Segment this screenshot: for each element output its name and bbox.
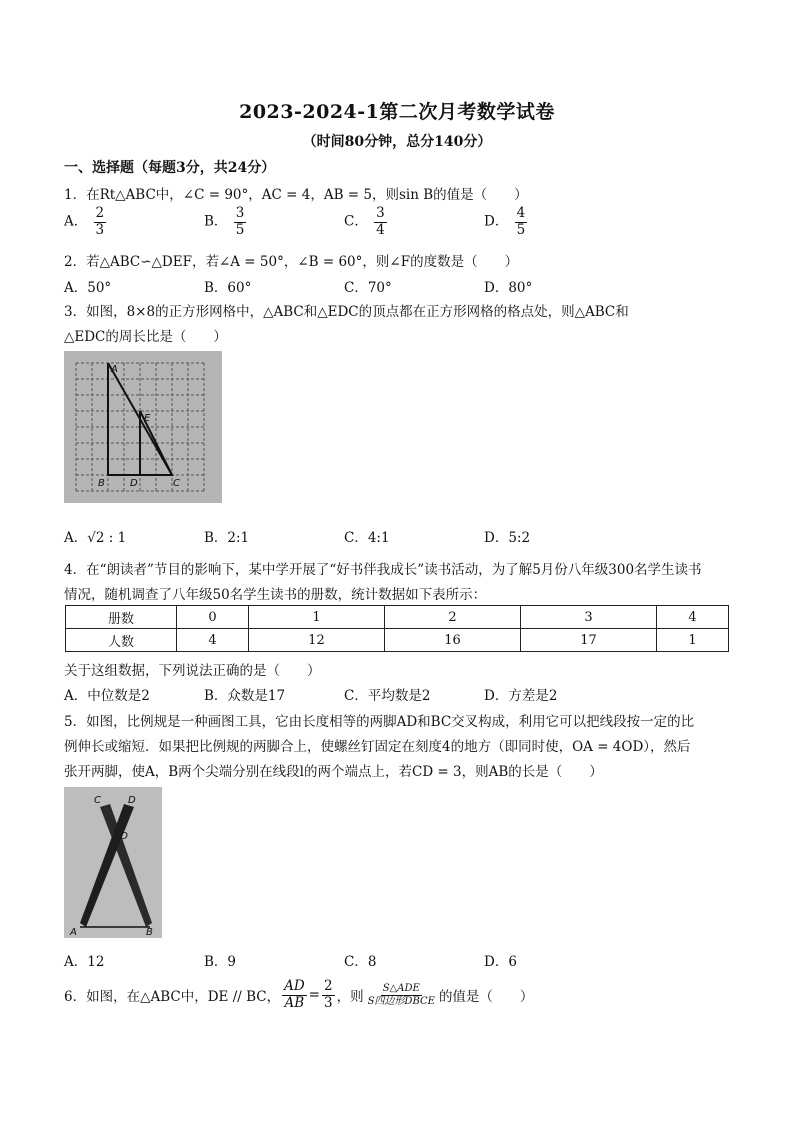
q5-compass-figure bbox=[64, 787, 162, 938]
denominator: AB bbox=[284, 994, 305, 1011]
q3-option-b[interactable]: B．2:1 bbox=[204, 530, 250, 546]
table-cell: 3 bbox=[521, 606, 657, 629]
q1-option-d[interactable] bbox=[484, 206, 529, 238]
fraction bbox=[515, 206, 528, 238]
fraction-ad-ab bbox=[282, 979, 307, 1011]
numerator: 2 bbox=[95, 205, 105, 221]
q6-stem bbox=[64, 979, 533, 1011]
label-d: D bbox=[128, 795, 136, 806]
denominator: S四边形DBCE bbox=[367, 995, 435, 1007]
q1-option-a[interactable] bbox=[64, 206, 108, 238]
q5-stem-line3: 张开两脚，使A，B两个尖端分别在线段l的两个端点上，若CD = 3，则AB的长是（ ） bbox=[64, 764, 603, 780]
q6-suffix: 的值是（ ） bbox=[438, 989, 534, 1006]
q4-option-a[interactable]: A．中位数是2 bbox=[64, 688, 150, 704]
row-header: 册数 bbox=[66, 606, 177, 629]
q4-data-table bbox=[65, 605, 729, 652]
exam-title: 2023-2024-1第二次月考数学试卷 bbox=[239, 101, 555, 123]
fraction bbox=[374, 206, 387, 238]
q3-grid-figure bbox=[64, 351, 222, 503]
q3-option-d[interactable]: D．5:2 bbox=[484, 530, 531, 546]
table-cell: 0 bbox=[177, 606, 249, 629]
q3-option-c[interactable]: C．4:1 bbox=[344, 530, 390, 546]
q5-option-d[interactable]: D．6 bbox=[484, 954, 517, 970]
table-row bbox=[66, 606, 729, 629]
q3-stem-line1: 3．如图，8×8的正方形网格中，△ABC和△EDC的顶点都在正方形网格的格点处，则△ABC和 bbox=[64, 304, 629, 320]
table-cell: 4 bbox=[657, 606, 729, 629]
option-letter: C． bbox=[344, 213, 368, 230]
section-heading: 一、选择题（每题3分，共24分） bbox=[64, 160, 276, 176]
numerator: 3 bbox=[376, 205, 385, 221]
denominator: 5 bbox=[516, 221, 526, 238]
fraction bbox=[94, 206, 107, 238]
q3-option-a[interactable]: A．√2 : 1 bbox=[64, 530, 127, 546]
q4-question: 关于这组数据，下列说法正确的是（ ） bbox=[64, 663, 321, 679]
denominator: 4 bbox=[376, 221, 385, 238]
label-c: C bbox=[94, 795, 101, 806]
table-cell: 1 bbox=[248, 606, 384, 629]
q1-option-c[interactable] bbox=[344, 206, 389, 238]
row-header: 人数 bbox=[66, 629, 177, 652]
option-letter: A． bbox=[64, 213, 88, 230]
equals-sign: = bbox=[308, 987, 320, 1004]
q1-stem: 1．在Rt△ABC中，∠C = 90°，AC = 4，AB = 5，则sin B的值是（ ） bbox=[64, 187, 528, 203]
option-letter: B． bbox=[204, 213, 228, 230]
label-o: O bbox=[120, 831, 128, 842]
q5-stem-line1: 5．如图，比例规是一种画图工具，它由长度相等的两脚AD和BC交叉构成，利用它可以把线段按一定的比 bbox=[64, 714, 695, 730]
q1-option-b[interactable] bbox=[204, 206, 248, 238]
q6-prefix: 6．如图，在△ABC中，DE // BC， bbox=[64, 989, 281, 1006]
q5-option-a[interactable]: A．12 bbox=[64, 954, 105, 970]
q5-option-b[interactable]: B．9 bbox=[204, 954, 237, 970]
label-a: A bbox=[111, 364, 118, 375]
table-cell: 4 bbox=[177, 629, 249, 652]
q2-option-b[interactable]: B．60° bbox=[204, 280, 252, 296]
denominator: 3 bbox=[323, 994, 333, 1011]
q2-stem: 2．若△ABC∽△DEF，若∠A = 50°，∠B = 60°，则∠F的度数是（ ） bbox=[64, 254, 519, 270]
fraction-two-thirds bbox=[322, 979, 335, 1011]
label-b: B bbox=[146, 927, 153, 938]
table-row bbox=[66, 629, 729, 652]
q2-option-c[interactable]: C．70° bbox=[344, 280, 392, 296]
q5-option-c[interactable]: C．8 bbox=[344, 954, 377, 970]
table-cell: 12 bbox=[248, 629, 384, 652]
q4-stem-line1: 4．在“朗读者”节目的影响下，某中学开展了“好书伴我成长”读书活动，为了解5月份八年级300名学生读书 bbox=[64, 562, 702, 578]
q4-option-d[interactable]: D．方差是2 bbox=[484, 688, 558, 704]
q2-option-a[interactable]: A．50° bbox=[64, 280, 112, 296]
option-letter: D． bbox=[484, 213, 509, 230]
table-cell: 17 bbox=[521, 629, 657, 652]
label-c: C bbox=[173, 478, 180, 489]
label-e: E bbox=[144, 413, 151, 424]
numerator: 3 bbox=[235, 205, 245, 221]
numerator: S△ADE bbox=[382, 983, 420, 995]
denominator: 3 bbox=[95, 221, 105, 238]
label-d: D bbox=[130, 478, 138, 489]
numerator: AD bbox=[284, 978, 305, 994]
fraction-area-ratio bbox=[366, 983, 437, 1007]
numerator: 2 bbox=[323, 978, 333, 994]
table-cell: 2 bbox=[384, 606, 520, 629]
exam-subtitle: （时间80分钟，总分140分） bbox=[302, 134, 492, 150]
fraction bbox=[234, 206, 247, 238]
label-a: A bbox=[70, 927, 77, 938]
q5-stem-line2: 例伸长或缩短．如果把比例规的两脚合上，使螺丝钉固定在刻度4的地方（即同时使，OA = 4OD），然后 bbox=[64, 739, 691, 755]
q4-stem-line2: 情况，随机调查了八年级50名学生读书的册数，统计数据如下表所示： bbox=[64, 587, 487, 603]
q6-mid: ，则 bbox=[336, 989, 364, 1006]
denominator: 5 bbox=[235, 221, 245, 238]
q3-stem-line2: △EDC的周长比是（ ） bbox=[64, 329, 227, 345]
q4-option-b[interactable]: B．众数是17 bbox=[204, 688, 286, 704]
q4-option-c[interactable]: C．平均数是2 bbox=[344, 688, 431, 704]
numerator: 4 bbox=[516, 205, 526, 221]
q2-option-d[interactable]: D．80° bbox=[484, 280, 533, 296]
table-cell: 1 bbox=[657, 629, 729, 652]
table-cell: 16 bbox=[384, 629, 520, 652]
label-b: B bbox=[98, 478, 105, 489]
